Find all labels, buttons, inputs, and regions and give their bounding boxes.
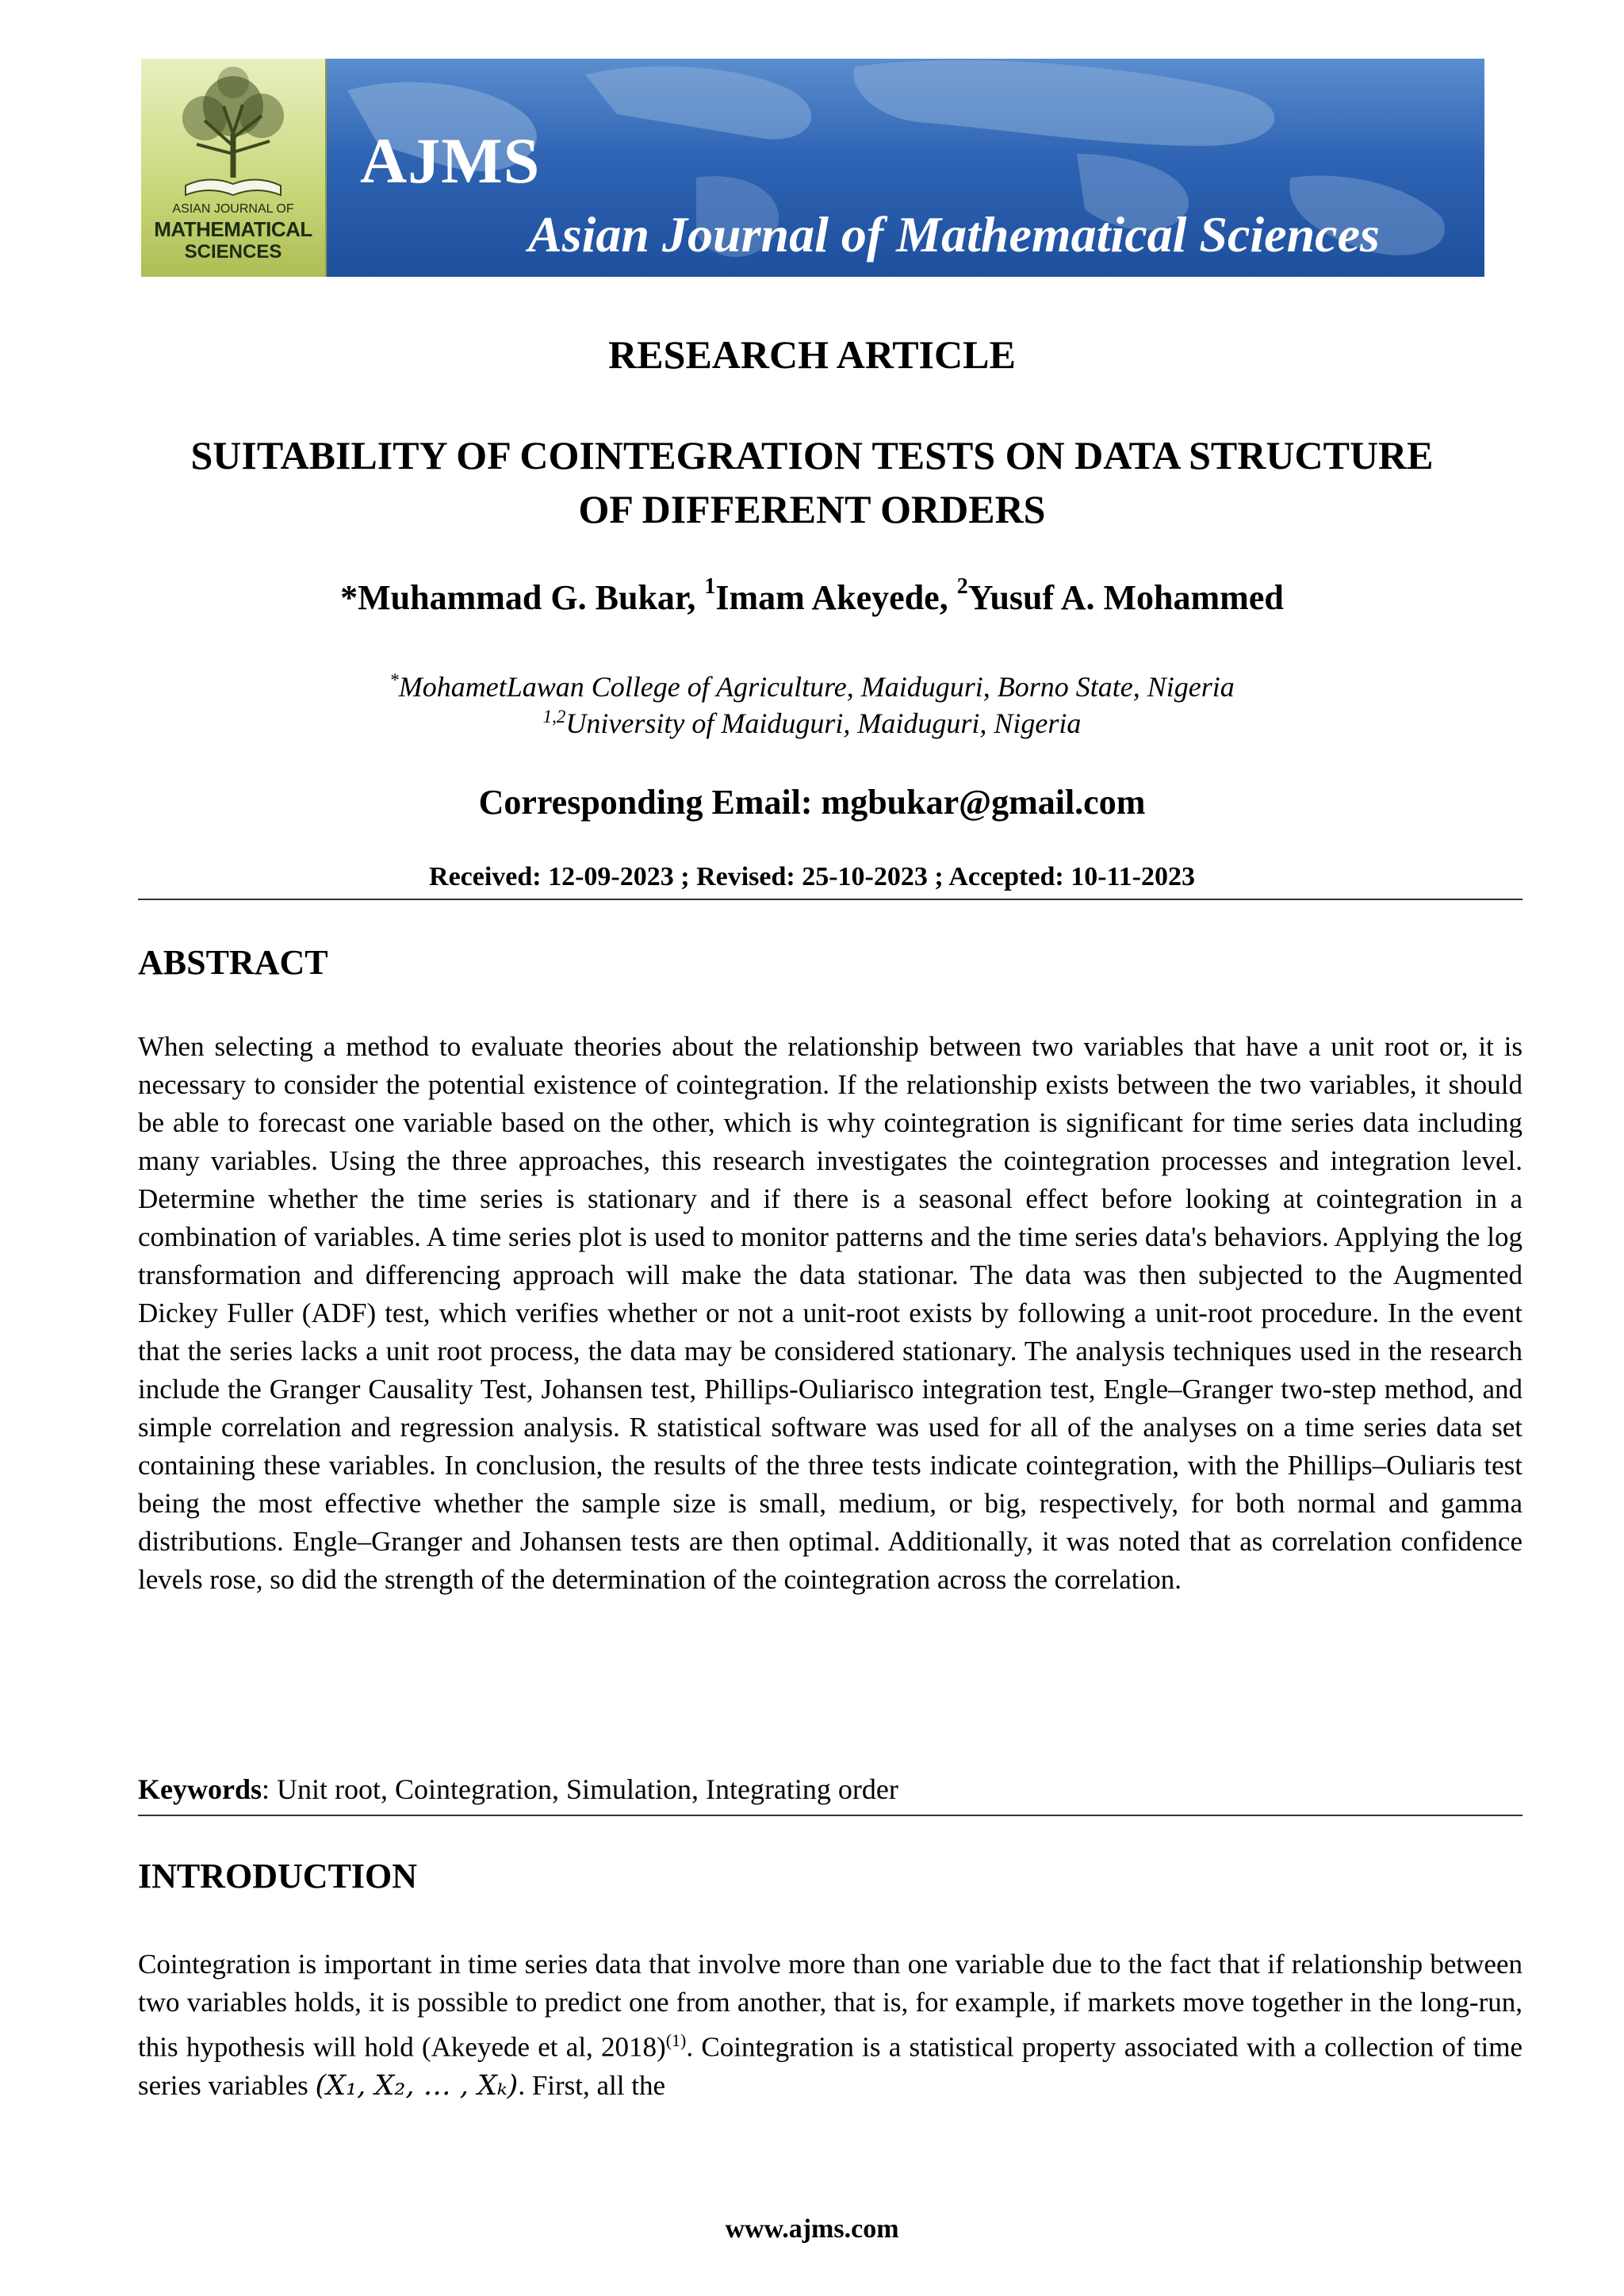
title-line-2: OF DIFFERENT ORDERS [578, 487, 1046, 531]
journal-abbreviation: AJMS [360, 125, 541, 197]
logo-text-line2: MATHEMATICAL [154, 217, 312, 241]
keywords-label: Keywords [138, 1773, 262, 1805]
paper-title [0, 428, 1624, 536]
affiliation-2-mark: 1,2 [542, 707, 566, 726]
intro-text-part1: Cointegration is important in time series data that involve more than one variable due to the fact that if relationship between two variables holds, it is possible to predict one from another, that is, for example, if markets move together in the long-run, this hypothesis will hold (Akeyede et al, 2018) [138, 1949, 1522, 2063]
intro-text-part2: . Cointegration is a statistical property associated with a collection of time series variables [138, 2031, 1522, 2101]
abstract-text: When selecting a method to evaluate theories about the relationship between two variables that have a unit root or, it is necessary to consider the potential existence of cointegration. If the relationship exists between the two variables, it should be able to forecast one variable based on the other, which is why cointegration is significant for time series data including many variables. Using the three approaches, this research investigates the cointegration processes and integration level. Determine whether the time series is stationary and if there is a seasonal effect before looking at cointegration in a combination of variables. A time series plot is used to monitor patterns and the time series data's behaviors. Applying the log transformation and differencing approach will make the data stationar. The data was then subjected to the Augmented Dickey Fuller (ADF) test, which verifies whether or not a unit-root exists by following a unit-root procedure. In the event that the series lacks a unit root process, the data may be considered stationary. The analysis techniques used in the research include the Granger Causality Test, Johansen test, Phillips-Ouliarisco integration test, Engle–Granger two-step method, and simple correlation and regression analysis. R statistical software was used for all of the analyses on a time series data set containing these variables. In conclusion, the results of the three tests indicate cointegration, with the Phillips–Ouliaris test being the most effective whether the sample size is small, medium, or big, respectively, for both normal and gamma distributions. Engle–Granger and Johansen tests are then optimal. Additionally, it was noted that as correlation confidence levels rose, so did the strength of the determination of the cointegration across the correlation. [138, 1031, 1522, 1595]
journal-banner [141, 59, 1484, 277]
intro-text-part3: . First, all the [518, 2069, 665, 2101]
article-dates: Received: 12-09-2023 ; Revised: 25-10-2023 ; Accepted: 10-11-2023 [429, 862, 1195, 891]
introduction-text [138, 1945, 1522, 2105]
journal-full-name: Asian Journal of Mathematical Sciences [528, 206, 1380, 263]
author-3: Yusuf A. Mohammed [967, 578, 1284, 617]
logo-text-line1: ASIAN JOURNAL OF [172, 202, 294, 216]
corresponding-email: Corresponding Email: mgbukar@gmail.com [478, 783, 1146, 822]
author-3-affil-mark: 2 [956, 574, 968, 600]
article-type: RESEARCH ARTICLE [608, 332, 1016, 377]
tree-book-icon [141, 59, 325, 203]
author-2-affil-mark: 1 [704, 574, 716, 600]
introduction-heading: INTRODUCTION [138, 1857, 418, 1895]
title-line-1: SUITABILITY OF COINTEGRATION TESTS ON DATA STRUCTURE [190, 433, 1434, 477]
header-divider [138, 899, 1522, 900]
citation-marker: (1) [665, 2030, 687, 2050]
math-variables: (X₁, X₂, … , Xₖ) [315, 2069, 519, 2102]
author-list [0, 574, 1624, 618]
affiliation-1-mark: * [389, 670, 399, 690]
journal-logo [141, 59, 327, 277]
keywords [138, 1773, 898, 1806]
author-2: Imam Akeyede, [715, 578, 957, 617]
affiliation-2-text: University of Maiduguri, Maiduguri, Nigeria [565, 707, 1082, 739]
logo-text-line3: SCIENCES [184, 241, 282, 263]
footer-url: www.ajms.com [725, 2214, 899, 2244]
affiliation-2 [0, 699, 1624, 742]
author-1: *Muhammad G. Bukar, [340, 578, 705, 617]
abstract-heading: ABSTRACT [138, 943, 328, 982]
keywords-divider [138, 1815, 1522, 1816]
keywords-list: : Unit root, Cointegration, Simulation, Integrating order [262, 1773, 898, 1805]
affiliation-1-text: MohametLawan College of Agriculture, Maiduguri, Borno State, Nigeria [398, 671, 1235, 703]
